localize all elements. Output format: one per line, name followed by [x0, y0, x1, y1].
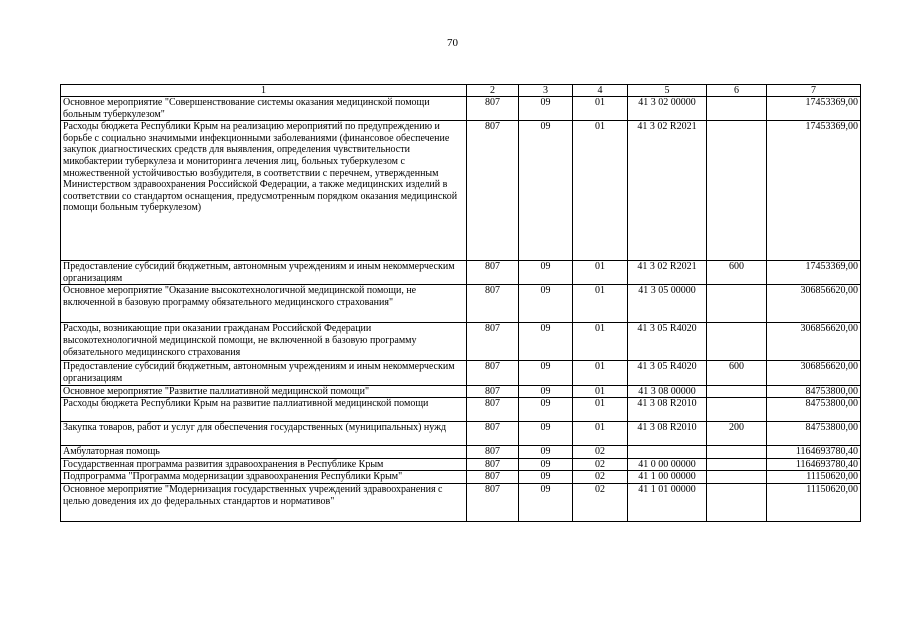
subsection-code: 01 — [573, 121, 628, 261]
amount: 11150620,00 — [767, 471, 861, 484]
ministry-code: 807 — [467, 261, 519, 285]
amount: 1164693780,40 — [767, 458, 861, 471]
item-name: Подпрограмма "Программа модернизации здравоохранения Республики Крым" — [61, 471, 467, 484]
subsection-code: 01 — [573, 285, 628, 323]
header-cell: 3 — [519, 85, 573, 97]
expense-type-code — [707, 483, 767, 521]
subsection-code: 01 — [573, 422, 628, 446]
table-row — [61, 422, 861, 446]
target-article-code: 41 3 08 R2010 — [628, 422, 707, 446]
section-code: 09 — [519, 483, 573, 521]
table-row — [61, 261, 861, 285]
expense-type-code: 600 — [707, 261, 767, 285]
section-code: 09 — [519, 398, 573, 422]
subsection-code: 01 — [573, 398, 628, 422]
ministry-code: 807 — [467, 458, 519, 471]
ministry-code: 807 — [467, 398, 519, 422]
page-number: 70 — [447, 37, 458, 49]
header-cell: 6 — [707, 85, 767, 97]
ministry-code: 807 — [467, 446, 519, 459]
target-article-code: 41 3 05 R4020 — [628, 361, 707, 385]
header-cell: 5 — [628, 85, 707, 97]
expense-type-code — [707, 471, 767, 484]
expense-type-code — [707, 398, 767, 422]
target-article-code: 41 0 00 00000 — [628, 458, 707, 471]
section-code: 09 — [519, 471, 573, 484]
item-name: Основное мероприятие "Оказание высокотехнологичной медицинской помощи, не включенной в базовую программу обязательного медицинского страхования" — [61, 285, 467, 323]
section-code: 09 — [519, 121, 573, 261]
header-cell: 2 — [467, 85, 519, 97]
amount: 306856620,00 — [767, 285, 861, 323]
subsection-code: 01 — [573, 385, 628, 398]
expense-type-code — [707, 323, 767, 361]
section-code: 09 — [519, 97, 573, 121]
subsection-code: 01 — [573, 323, 628, 361]
table-row — [61, 398, 861, 422]
target-article-code: 41 3 02 R2021 — [628, 121, 707, 261]
section-code: 09 — [519, 446, 573, 459]
ministry-code: 807 — [467, 121, 519, 261]
subsection-code: 02 — [573, 458, 628, 471]
subsection-code: 02 — [573, 483, 628, 521]
item-name: Основное мероприятие "Модернизация государственных учреждений здравоохранения с целью доведения их до федеральных стандартов и нормативов" — [61, 483, 467, 521]
target-article-code: 41 3 08 00000 — [628, 385, 707, 398]
expense-type-code — [707, 458, 767, 471]
target-article-code — [628, 446, 707, 459]
amount: 84753800,00 — [767, 422, 861, 446]
item-name: Основное мероприятие "Развитие паллиативной медицинской помощи" — [61, 385, 467, 398]
ministry-code: 807 — [467, 471, 519, 484]
table-row — [61, 323, 861, 361]
target-article-code: 41 3 02 00000 — [628, 97, 707, 121]
section-code: 09 — [519, 323, 573, 361]
subsection-code: 02 — [573, 471, 628, 484]
section-code: 09 — [519, 361, 573, 385]
item-name: Закупка товаров, работ и услуг для обеспечения государственных (муниципальных) нужд — [61, 422, 467, 446]
target-article-code: 41 3 02 R2021 — [628, 261, 707, 285]
ministry-code: 807 — [467, 422, 519, 446]
budget-table — [60, 84, 861, 522]
item-name: Расходы бюджета Республики Крым на реализацию мероприятий по предупреждению и борьбе с социально значимыми инфекционными заболеваниями (финансовое обеспечение закупок диагностических средств для выявления, определения чувствительности микобактерии туберкулеза и мониторинга лечения лиц, больных туберкулезом с множественной устойчивостью возбудителя, в соответствии с перечнем, утвержденным Министерством здравоохранения Российской Федерации, а также медицинских изделий в соответствии со стандартом оснащения, предусмотренным порядком оказания медицинской помощи больным туберкулезом) — [61, 121, 467, 261]
amount: 306856620,00 — [767, 323, 861, 361]
subsection-code: 01 — [573, 261, 628, 285]
ministry-code: 807 — [467, 97, 519, 121]
header-cell: 1 — [61, 85, 467, 97]
item-name: Амбулаторная помощь — [61, 446, 467, 459]
expense-type-code — [707, 97, 767, 121]
table-row — [61, 446, 861, 459]
item-name: Расходы, возникающие при оказании гражданам Российской Федерации высокотехнологичной медицинской помощи, не включенной в базовую программу обязательного медицинского страхования — [61, 323, 467, 361]
item-name: Государственная программа развития здравоохранения в Республике Крым — [61, 458, 467, 471]
table-row — [61, 97, 861, 121]
target-article-code: 41 1 01 00000 — [628, 483, 707, 521]
ministry-code: 807 — [467, 361, 519, 385]
expense-type-code — [707, 385, 767, 398]
amount: 1164693780,40 — [767, 446, 861, 459]
amount: 11150620,00 — [767, 483, 861, 521]
table-row — [61, 471, 861, 484]
expense-type-code — [707, 446, 767, 459]
subsection-code: 02 — [573, 446, 628, 459]
section-code: 09 — [519, 385, 573, 398]
target-article-code: 41 3 08 R2010 — [628, 398, 707, 422]
amount: 17453369,00 — [767, 97, 861, 121]
table-row — [61, 458, 861, 471]
section-code: 09 — [519, 285, 573, 323]
item-name: Предоставление субсидий бюджетным, автономным учреждениям и иным некоммерческим организациям — [61, 361, 467, 385]
expense-type-code — [707, 285, 767, 323]
section-code: 09 — [519, 261, 573, 285]
header-row — [61, 85, 861, 97]
subsection-code: 01 — [573, 97, 628, 121]
header-cell: 7 — [767, 85, 861, 97]
item-name: Основное мероприятие "Совершенствование системы оказания медицинской помощи больным туберкулезом" — [61, 97, 467, 121]
header-cell: 4 — [573, 85, 628, 97]
amount: 17453369,00 — [767, 261, 861, 285]
table-row — [61, 483, 861, 521]
table-row — [61, 121, 861, 261]
section-code: 09 — [519, 458, 573, 471]
item-name: Предоставление субсидий бюджетным, автономным учреждениям и иным некоммерческим организациям — [61, 261, 467, 285]
amount: 84753800,00 — [767, 385, 861, 398]
ministry-code: 807 — [467, 285, 519, 323]
table-row — [61, 361, 861, 385]
section-code: 09 — [519, 422, 573, 446]
expense-type-code — [707, 121, 767, 261]
target-article-code: 41 3 05 R4020 — [628, 323, 707, 361]
ministry-code: 807 — [467, 323, 519, 361]
target-article-code: 41 3 05 00000 — [628, 285, 707, 323]
ministry-code: 807 — [467, 385, 519, 398]
amount: 17453369,00 — [767, 121, 861, 261]
expense-type-code: 200 — [707, 422, 767, 446]
amount: 306856620,00 — [767, 361, 861, 385]
target-article-code: 41 1 00 00000 — [628, 471, 707, 484]
expense-type-code: 600 — [707, 361, 767, 385]
item-name: Расходы бюджета Республики Крым на развитие паллиативной медицинской помощи — [61, 398, 467, 422]
ministry-code: 807 — [467, 483, 519, 521]
table-row — [61, 285, 861, 323]
amount: 84753800,00 — [767, 398, 861, 422]
subsection-code: 01 — [573, 361, 628, 385]
table-row — [61, 385, 861, 398]
